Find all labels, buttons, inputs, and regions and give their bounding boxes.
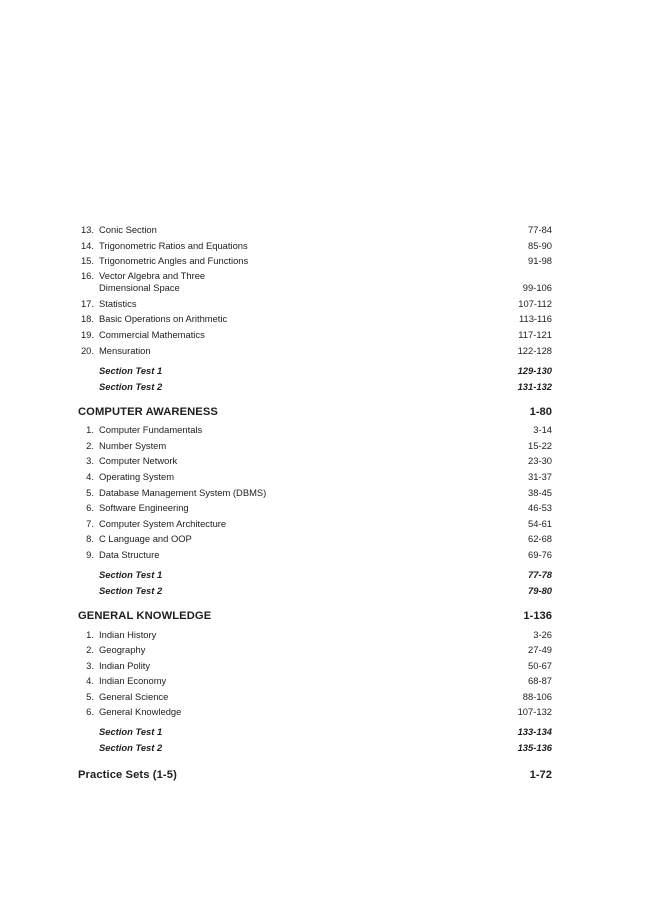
toc-entry: [78, 545, 552, 561]
section-heading: [78, 406, 552, 418]
entry-pages: 69-76: [528, 548, 552, 560]
toc-entry: [78, 514, 552, 530]
section-heading: [78, 769, 552, 781]
entry-number: 15.: [80, 255, 94, 267]
entry-title: [94, 270, 523, 294]
entry-number: 4.: [86, 675, 94, 687]
entry-pages: 88-106: [522, 690, 552, 702]
entry-title: Data Structure: [99, 548, 160, 560]
entry-title: Commercial Mathematics: [99, 328, 205, 340]
entry-number: 19.: [80, 328, 94, 340]
toc-entry: [78, 452, 552, 468]
entry-number: 7.: [86, 517, 94, 529]
entry-pages: 113-116: [518, 313, 552, 325]
entry-title-line2: Dimensional Space: [99, 282, 180, 294]
section-title: GENERAL KNOWLEDGE: [78, 609, 212, 622]
entry-pages: 62-68: [528, 533, 552, 545]
entry-pages: 99-106: [522, 282, 552, 294]
entry-pages: 31-37: [528, 470, 552, 482]
toc-entry: [78, 223, 552, 236]
toc-entry: [78, 236, 552, 252]
entry-number: 1.: [86, 628, 94, 640]
toc-entry: [78, 467, 552, 483]
entry-title: Conic Section: [99, 224, 157, 235]
entry-number: 13.: [80, 224, 94, 235]
toc-entry: [78, 341, 552, 357]
section-test-entry: [78, 360, 552, 376]
toc-entry: [78, 499, 552, 515]
entry-title: Basic Operations on Arithmetic: [99, 313, 228, 325]
entry-pages: 46-53: [528, 502, 552, 514]
entry-pages: 122-128: [517, 344, 552, 356]
entry-number: 6.: [86, 706, 94, 718]
section-test-entry: [78, 721, 552, 737]
entry-number: 5.: [86, 690, 94, 702]
mathematics-continued-block: [78, 223, 552, 392]
entry-pages: 15-22: [528, 439, 552, 451]
section-test-entry: [78, 564, 552, 580]
entry-title: Computer Network: [99, 455, 178, 467]
section-test-pages: 79-80: [528, 584, 552, 596]
entry-pages: 3-14: [533, 424, 552, 436]
entry-title: Indian History: [99, 628, 157, 640]
entry-pages: 85-90: [528, 239, 552, 251]
entry-number: 4.: [86, 470, 94, 482]
entry-title: General Science: [99, 690, 169, 702]
section-test-pages: 77-78: [528, 568, 552, 580]
section-title: COMPUTER AWARENESS: [78, 405, 218, 418]
entry-number: 5.: [86, 486, 94, 498]
entry-title: Trigonometric Angles and Functions: [99, 255, 249, 267]
entry-pages: 77-84: [528, 224, 552, 235]
section-test-pages: 131-132: [517, 380, 552, 392]
section-test-entry: [78, 737, 552, 753]
practice-sets-section: [78, 769, 552, 781]
entry-number: 18.: [80, 313, 94, 325]
section-test-title: Section Test 2: [99, 742, 163, 754]
toc-entry: [78, 530, 552, 546]
entry-number: 20.: [80, 344, 94, 356]
section-test-entry: [78, 580, 552, 596]
section-pages: 1-80: [529, 405, 552, 418]
table-of-contents: [78, 223, 552, 784]
entry-number: 17.: [80, 297, 94, 309]
section-test-entry: [78, 376, 552, 392]
entry-number: 9.: [86, 548, 94, 560]
entry-pages: 54-61: [528, 517, 552, 529]
toc-entry: [78, 703, 552, 719]
section-test-title: Section Test 1: [99, 364, 163, 376]
computer-awareness-section: [78, 406, 552, 596]
entry-title: C Language and OOP: [99, 533, 192, 545]
entry-title: Software Engineering: [99, 502, 189, 514]
toc-entry: [78, 421, 552, 437]
entry-pages: 3-26: [533, 628, 552, 640]
entry-pages: 68-87: [528, 675, 552, 687]
toc-entry: [78, 252, 552, 268]
toc-entry: [78, 687, 552, 703]
section-test-pages: 129-130: [517, 364, 552, 376]
section-pages: 1-72: [529, 769, 552, 782]
entry-title: Statistics: [99, 297, 137, 309]
entry-number: 3.: [86, 659, 94, 671]
entry-pages: 50-67: [528, 659, 552, 671]
entry-title: Operating System: [99, 470, 175, 482]
section-test-title: Section Test 2: [99, 380, 163, 392]
entry-pages: 27-49: [528, 644, 552, 656]
general-knowledge-section: [78, 610, 552, 754]
entry-title: General Knowledge: [99, 706, 182, 718]
toc-entry: [78, 310, 552, 326]
entry-number: 2.: [86, 644, 94, 656]
toc-entry: [78, 436, 552, 452]
section-test-title: Section Test 1: [99, 568, 163, 580]
entry-pages: 107-132: [517, 706, 552, 718]
entry-number: 1.: [86, 424, 94, 436]
section-test-title: Section Test 1: [99, 726, 163, 738]
toc-entry: [78, 267, 552, 294]
toc-entry: [78, 656, 552, 672]
toc-entry: [78, 325, 552, 341]
entry-pages: 91-98: [528, 255, 552, 267]
entry-title: Trigonometric Ratios and Equations: [99, 239, 248, 251]
entry-title-line1: Vector Algebra and Three: [99, 270, 206, 282]
entry-title: Indian Polity: [99, 659, 151, 671]
entry-pages: 23-30: [528, 455, 552, 467]
entry-number: 6.: [86, 502, 94, 514]
section-title: Practice Sets (1-5): [78, 769, 177, 782]
toc-entry: [78, 483, 552, 499]
entry-number: 16.: [80, 270, 94, 282]
entry-title: Database Management System (DBMS): [99, 486, 267, 498]
entry-number: 8.: [86, 533, 94, 545]
entry-pages: 38-45: [528, 486, 552, 498]
toc-entry: [78, 294, 552, 310]
section-test-pages: 135-136: [517, 742, 552, 754]
section-test-title: Section Test 2: [99, 584, 163, 596]
toc-entry: [78, 672, 552, 688]
toc-entry: [78, 625, 552, 641]
section-heading: [78, 610, 552, 622]
entry-pages: 107-112: [518, 297, 552, 309]
entry-title: Geography: [99, 644, 146, 656]
entry-title: Number System: [99, 439, 167, 451]
entry-title: Mensuration: [99, 344, 151, 356]
section-pages: 1-136: [523, 609, 552, 622]
entry-title: Computer System Architecture: [99, 517, 227, 529]
entry-number: 3.: [86, 455, 94, 467]
entry-number: 14.: [80, 239, 94, 251]
section-test-pages: 133-134: [517, 726, 552, 738]
toc-entry: [78, 641, 552, 657]
entry-pages: 117-121: [518, 328, 552, 340]
entry-title: Indian Economy: [99, 675, 167, 687]
entry-number: 2.: [86, 439, 94, 451]
entry-title: Computer Fundamentals: [99, 424, 203, 436]
